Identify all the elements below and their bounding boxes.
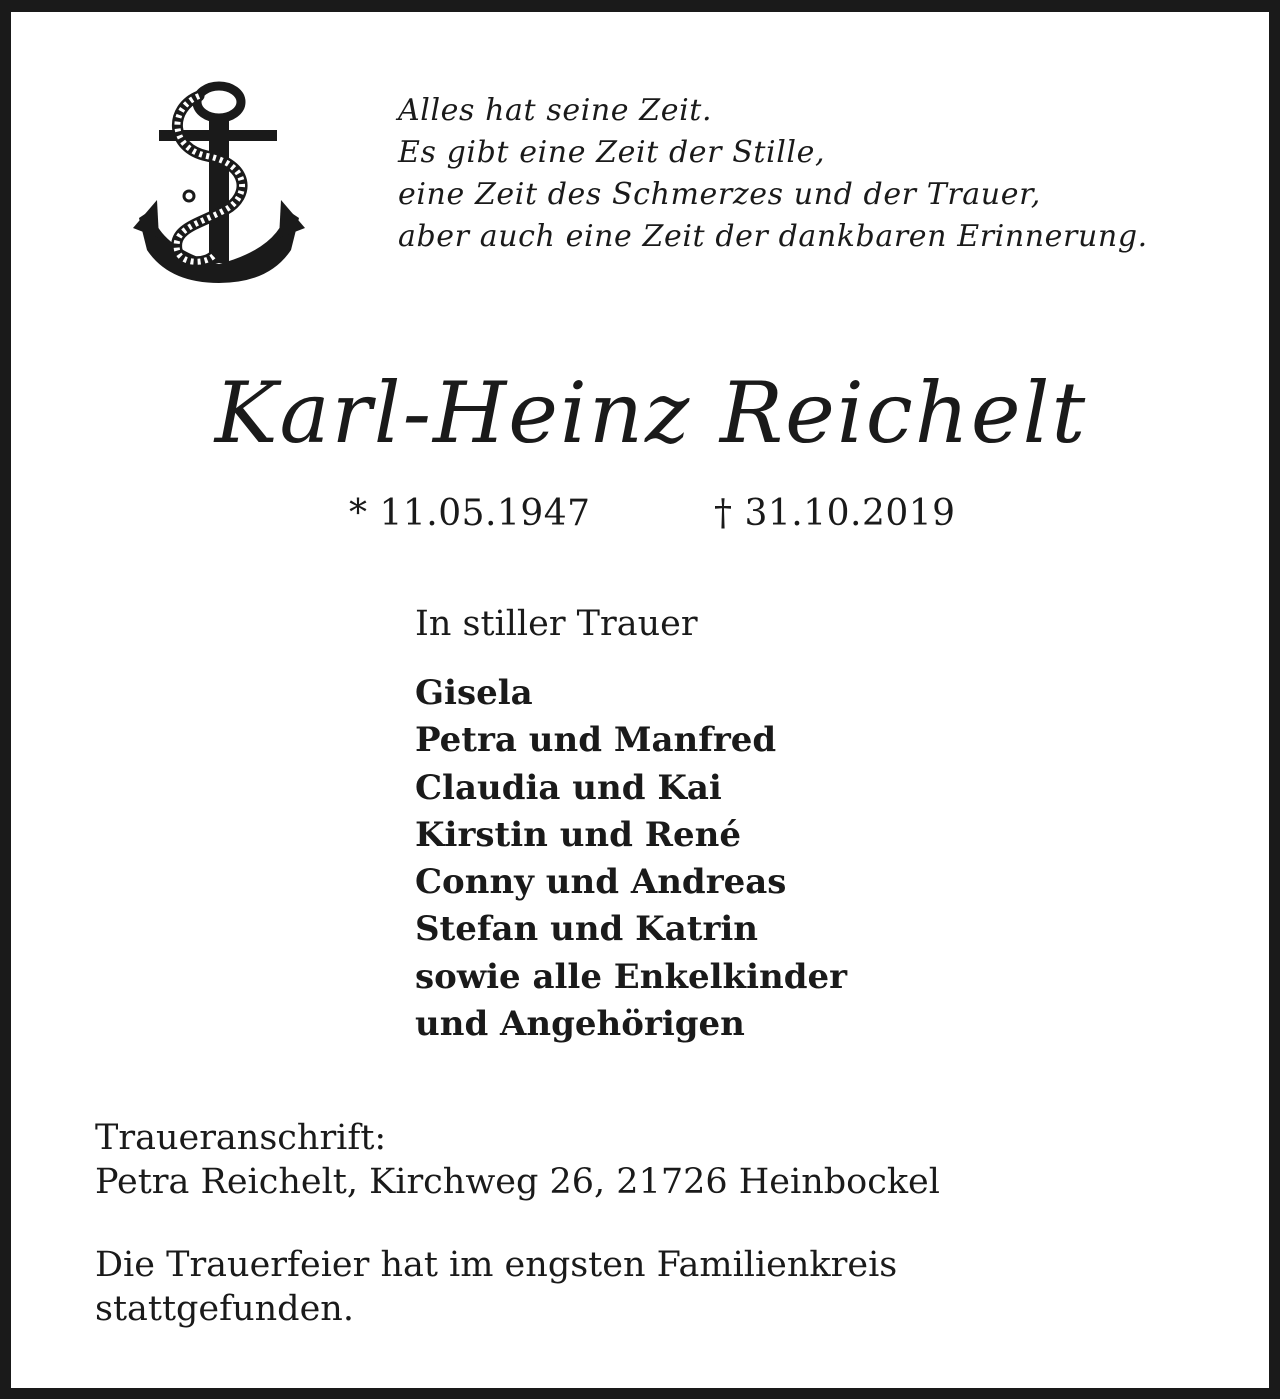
ceremony-line: Die Trauerfeier hat im engsten Familienkreis bbox=[95, 1245, 898, 1285]
address-value: Petra Reichelt, Kirchweg 26, 21726 Heinbockel bbox=[95, 1162, 940, 1202]
ceremony-line: stattgefunden. bbox=[95, 1289, 354, 1329]
mourner-name: Petra und Manfred bbox=[415, 720, 777, 761]
death-date: † 31.10.2019 bbox=[714, 493, 956, 534]
motto-line: Es gibt eine Zeit der Stille, bbox=[398, 135, 826, 170]
mourning-intro: In stiller Trauer bbox=[415, 604, 698, 644]
motto-line: Alles hat seine Zeit. bbox=[398, 93, 713, 128]
address-label: Traueranschrift: bbox=[95, 1118, 387, 1158]
motto-verse bbox=[398, 90, 1258, 258]
motto-line: eine Zeit des Schmerzes und der Trauer, bbox=[398, 177, 1041, 212]
mourner-name: Stefan und Katrin bbox=[415, 909, 758, 950]
mourner-name: Gisela bbox=[415, 673, 533, 713]
mourner-name: sowie alle Enkelkinder bbox=[415, 956, 848, 997]
birth-date: * 11.05.1947 bbox=[349, 493, 591, 534]
motto-line: aber auch eine Zeit der dankbaren Erinnerung. bbox=[398, 219, 1148, 254]
deceased-name: Karl-Heinz Reichelt bbox=[214, 364, 1088, 462]
mourner-name: Kirstin und René bbox=[415, 814, 741, 855]
mourner-name: und Angehörigen bbox=[415, 1004, 745, 1045]
mourner-name: Conny und Andreas bbox=[415, 862, 787, 903]
mourner-name: Claudia und Kai bbox=[415, 767, 722, 808]
anchor-icon bbox=[129, 78, 309, 288]
mourners-list bbox=[415, 670, 847, 1048]
ceremony-note bbox=[95, 1243, 897, 1331]
